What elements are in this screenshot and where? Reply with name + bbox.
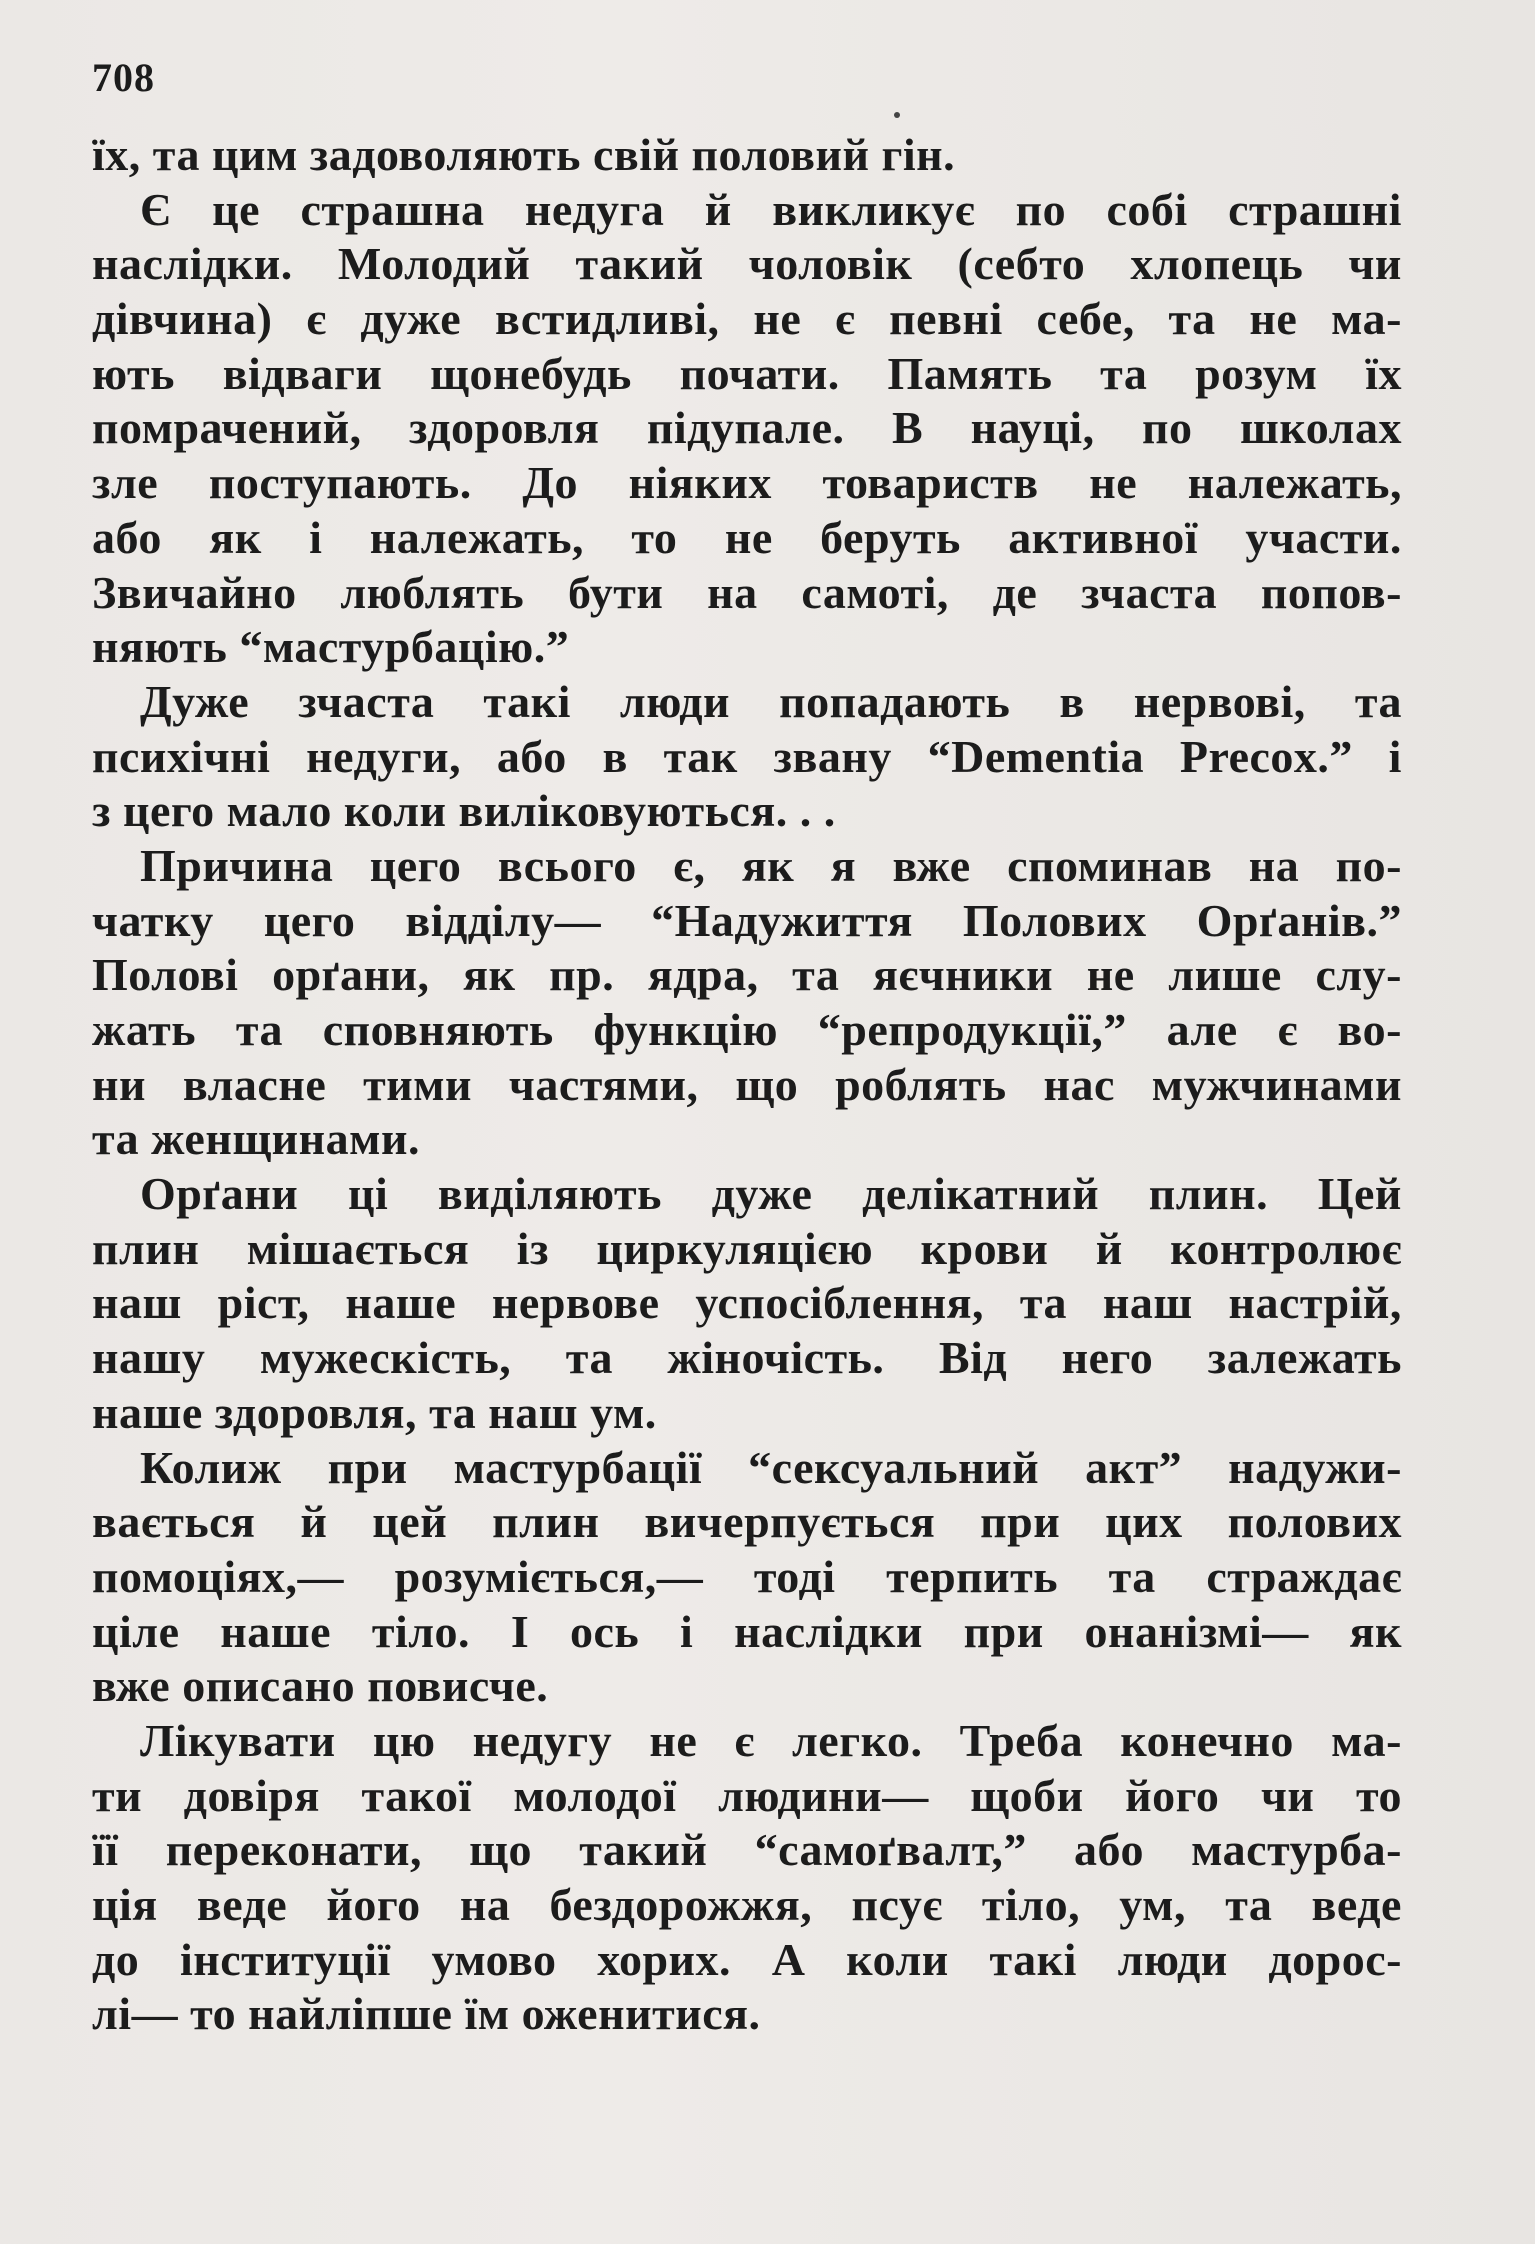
- text-line: [92, 1495, 1402, 1550]
- word: та: [1108, 1550, 1156, 1602]
- word: Лікувати: [140, 1714, 336, 1766]
- text-line: [92, 894, 1402, 949]
- word: та: [1100, 347, 1148, 399]
- word: по-: [1335, 839, 1402, 891]
- word: До: [522, 457, 579, 509]
- word: розум: [1195, 347, 1318, 399]
- word: виліковуються.: [458, 785, 800, 837]
- word: і: [680, 1605, 694, 1657]
- word: щоби: [970, 1769, 1084, 1821]
- word: собі: [1106, 183, 1188, 235]
- word: є: [306, 293, 327, 345]
- word: вається: [92, 1496, 256, 1548]
- word: Дуже: [140, 675, 250, 727]
- word: що: [735, 1058, 799, 1110]
- word: це: [212, 183, 261, 235]
- text-line: [92, 1550, 1402, 1605]
- word: не: [724, 511, 773, 563]
- word: Є: [140, 183, 172, 235]
- word: хорих.: [597, 1933, 732, 1985]
- word: люди: [619, 675, 731, 727]
- word: але: [1166, 1004, 1238, 1055]
- word: їх,: [92, 129, 153, 180]
- word: й: [1095, 1222, 1123, 1274]
- word: люди: [1117, 1933, 1228, 1985]
- text-line: [92, 1003, 1402, 1058]
- word: вже: [892, 839, 971, 891]
- word: споминав: [1007, 839, 1213, 891]
- word: ядра,: [647, 949, 759, 1001]
- word: мужчинами: [1151, 1058, 1402, 1110]
- word: нервове: [491, 1277, 660, 1329]
- word: його: [326, 1879, 421, 1930]
- word: крови: [920, 1222, 1049, 1274]
- word: чатку: [92, 894, 214, 946]
- word: псує: [851, 1879, 943, 1930]
- word: такий: [579, 1824, 708, 1876]
- word: “мастурбацію.”: [239, 621, 570, 673]
- word: онанізмі—: [1084, 1605, 1309, 1657]
- word: ум,: [1119, 1879, 1186, 1930]
- word: по: [1142, 402, 1193, 454]
- word: “Надужиття: [651, 894, 913, 946]
- word: А: [771, 1933, 806, 1985]
- word: або: [1074, 1824, 1144, 1876]
- word: Причина: [140, 839, 334, 891]
- word: описано: [182, 1660, 368, 1712]
- word: Полових: [962, 894, 1147, 946]
- word: чи: [1260, 1769, 1315, 1821]
- word: лі—: [92, 1988, 191, 2040]
- text-line: [92, 456, 1402, 511]
- word: цей: [372, 1496, 448, 1548]
- word: страшні: [1228, 183, 1402, 235]
- word: здоровля,: [214, 1386, 430, 1438]
- word: зчаста: [298, 675, 435, 727]
- text-line: [92, 1933, 1402, 1988]
- word: викликує: [772, 183, 976, 235]
- word: так: [663, 730, 738, 782]
- word: дуже: [360, 293, 462, 345]
- word: бездорожжя,: [549, 1879, 813, 1930]
- word: та: [1019, 1277, 1068, 1329]
- text-line: [92, 1441, 1402, 1496]
- word: та: [92, 1113, 152, 1165]
- word: не: [1089, 457, 1138, 509]
- word: Колиж: [140, 1441, 282, 1493]
- word: наше: [345, 1277, 457, 1329]
- word: наше: [92, 1386, 215, 1438]
- text-line: [92, 1714, 1402, 1769]
- word: няють: [92, 621, 240, 673]
- word: жіночість.: [667, 1332, 885, 1384]
- word: задоволяють: [309, 129, 593, 180]
- text-line: [92, 1823, 1402, 1878]
- word: недугу: [472, 1714, 613, 1766]
- word: ма-: [1331, 293, 1402, 345]
- word: інституції: [179, 1933, 391, 1985]
- text-line: [92, 839, 1402, 894]
- word: людини—: [718, 1769, 929, 1821]
- text-line: [92, 1987, 1402, 2042]
- word: легко.: [791, 1714, 923, 1766]
- word: себе,: [1036, 293, 1135, 345]
- word: і: [309, 511, 323, 563]
- text-line: [92, 1769, 1402, 1824]
- word: страшна: [300, 183, 485, 235]
- word: при: [327, 1441, 408, 1493]
- text-line: [92, 730, 1402, 785]
- word: поступають.: [208, 457, 472, 509]
- word: лише: [1168, 949, 1282, 1001]
- text-line: [92, 183, 1402, 238]
- word: частями,: [508, 1058, 699, 1110]
- word: всього: [497, 839, 637, 891]
- word: та: [429, 1386, 489, 1438]
- word: ють: [92, 347, 175, 399]
- word: тіло.: [371, 1605, 471, 1657]
- word: на: [707, 566, 758, 618]
- word: виділяють: [437, 1168, 662, 1220]
- word: та: [565, 1332, 613, 1384]
- word: женщинами.: [151, 1113, 421, 1165]
- word: “Dementia: [927, 730, 1145, 782]
- word: ум.: [590, 1386, 657, 1438]
- word: цим: [211, 129, 310, 180]
- word: жать: [92, 1004, 197, 1055]
- word: попов-: [1260, 566, 1402, 618]
- text-line: [92, 347, 1402, 402]
- word: то: [190, 1988, 249, 2040]
- text-line: [92, 1331, 1402, 1386]
- word: їх: [1365, 347, 1402, 399]
- word: страждає: [1206, 1550, 1402, 1602]
- word: де: [992, 566, 1038, 618]
- word: плин.: [1148, 1168, 1269, 1220]
- word: розуміється,—: [394, 1550, 704, 1602]
- word: або: [496, 730, 567, 782]
- word: Precox.”: [1179, 730, 1353, 782]
- text-line: [92, 1058, 1402, 1113]
- word: що: [469, 1824, 533, 1876]
- word: нервові,: [1133, 675, 1306, 727]
- word: .: [799, 785, 824, 837]
- word: цего: [369, 839, 462, 891]
- word: до: [92, 1933, 140, 1985]
- word: такі: [989, 1933, 1077, 1985]
- text-line: [92, 566, 1402, 621]
- word: цю: [372, 1714, 436, 1766]
- word: терпить: [886, 1550, 1059, 1602]
- word: щонебудь: [430, 347, 632, 399]
- word: Звичайно: [92, 566, 297, 618]
- word: я: [830, 839, 857, 891]
- word: та: [152, 129, 212, 180]
- word: Орґанів.”: [1196, 894, 1402, 946]
- word: коли: [846, 1933, 949, 1985]
- word: його: [1125, 1769, 1220, 1821]
- word: мастурбації: [453, 1441, 703, 1493]
- word: такий: [575, 238, 704, 290]
- word: умово: [431, 1933, 557, 1985]
- text-line: [92, 128, 1402, 183]
- word: яєчники: [872, 949, 1054, 1001]
- word: мастурба-: [1191, 1824, 1402, 1876]
- text-line: [92, 1222, 1402, 1277]
- word: ни: [92, 1058, 147, 1110]
- word: І: [510, 1605, 530, 1657]
- word: відділу—: [405, 894, 602, 946]
- page-number: 708: [92, 55, 155, 100]
- word: ріст,: [217, 1277, 310, 1329]
- word: не: [1249, 293, 1298, 345]
- word: (себто: [957, 238, 1086, 290]
- word: дівчина): [92, 293, 273, 345]
- word: участи.: [1245, 511, 1402, 563]
- word: вже: [92, 1660, 183, 1712]
- word: з: [92, 785, 123, 837]
- word: дорос-: [1268, 1933, 1402, 1985]
- word: наш: [92, 1277, 182, 1329]
- word: не: [1086, 949, 1135, 1001]
- word: В: [891, 402, 924, 454]
- word: ці: [347, 1168, 389, 1220]
- word: орґани,: [272, 949, 430, 1001]
- word: й: [300, 1496, 328, 1548]
- word: мужескість,: [259, 1332, 512, 1384]
- word: помоціях,—: [92, 1550, 345, 1602]
- word: Молодий: [337, 238, 531, 290]
- word: оженитися.: [521, 1988, 761, 2040]
- word: такі: [483, 675, 571, 727]
- word: зчаста: [1081, 566, 1218, 618]
- word: залежать: [1207, 1332, 1402, 1384]
- word: Треба: [959, 1714, 1084, 1766]
- text-line: [92, 1167, 1402, 1222]
- word: не: [649, 1714, 698, 1766]
- text-line: [92, 948, 1402, 1003]
- word: мішається: [246, 1222, 470, 1274]
- page-body-text: [92, 128, 1402, 2042]
- text-line: [92, 1605, 1402, 1660]
- word: встидливі,: [494, 293, 720, 345]
- word: як: [463, 949, 516, 1001]
- text-line: [92, 292, 1402, 347]
- text-line: [92, 1112, 1402, 1167]
- word: циркуляцією: [596, 1222, 874, 1274]
- word: цих: [1105, 1496, 1183, 1548]
- word: самоті,: [801, 566, 949, 618]
- word: веде: [196, 1879, 288, 1930]
- text-line: [92, 401, 1402, 456]
- word: ось: [570, 1605, 640, 1657]
- text-line: [92, 784, 1402, 839]
- word: “самоґвалт,”: [754, 1824, 1027, 1876]
- word: “репродукції,”: [817, 1004, 1127, 1055]
- word: Полові: [92, 949, 239, 1001]
- word: Від: [938, 1332, 1008, 1384]
- word: мало: [226, 785, 344, 837]
- word: веде: [1311, 1879, 1402, 1930]
- word: цего: [123, 785, 227, 837]
- word: школах: [1240, 402, 1402, 454]
- word: него: [1061, 1332, 1154, 1384]
- word: ма-: [1331, 1714, 1402, 1766]
- word: відваги: [222, 347, 383, 399]
- word: по: [1015, 183, 1067, 235]
- word: підупале.: [646, 402, 845, 454]
- word: во-: [1337, 1004, 1402, 1055]
- word: роблять: [835, 1058, 1007, 1110]
- word: довіря: [183, 1769, 320, 1821]
- word: дуже: [711, 1168, 813, 1220]
- word: молодої: [513, 1769, 677, 1821]
- word: в: [602, 730, 628, 782]
- word: коли: [343, 785, 459, 837]
- word: при: [963, 1605, 1044, 1657]
- word: найліпше: [248, 1988, 465, 2040]
- word: то: [1356, 1769, 1402, 1821]
- word: чоловік: [748, 238, 913, 290]
- word: такої: [361, 1769, 472, 1821]
- word: полових: [1227, 1496, 1402, 1548]
- word: їм: [464, 1988, 522, 2040]
- word: делікатний: [862, 1168, 1100, 1220]
- word: є: [734, 1714, 755, 1766]
- word: на: [459, 1879, 511, 1930]
- word: й: [704, 183, 732, 235]
- word: переконати,: [165, 1824, 422, 1876]
- word: як: [741, 839, 795, 891]
- word: не: [753, 293, 802, 345]
- word: ти: [92, 1769, 143, 1821]
- text-line: [92, 1878, 1402, 1933]
- word: при: [980, 1496, 1061, 1548]
- ink-speck: [894, 112, 900, 118]
- word: плин: [92, 1222, 200, 1274]
- word: ція: [92, 1879, 158, 1930]
- word: та: [1225, 1879, 1273, 1930]
- text-line: [92, 1659, 1402, 1714]
- word: як: [1349, 1605, 1402, 1657]
- word: Орґани: [140, 1168, 299, 1220]
- word: повисче.: [367, 1660, 549, 1712]
- word: певні: [889, 293, 1003, 345]
- text-line: [92, 1386, 1402, 1441]
- word: .: [823, 785, 836, 837]
- word: ніяких: [628, 457, 772, 509]
- word: успосіблення,: [695, 1277, 985, 1329]
- word: та: [1354, 675, 1402, 727]
- word: нашу: [92, 1332, 206, 1384]
- word: почати.: [679, 347, 840, 399]
- word: наслідки: [734, 1605, 923, 1657]
- word: слу-: [1315, 949, 1402, 1001]
- text-line: [92, 1276, 1402, 1331]
- text-line: [92, 675, 1402, 730]
- word: конечно: [1120, 1714, 1294, 1766]
- word: наш: [488, 1386, 591, 1438]
- word: є: [1277, 1004, 1298, 1055]
- word: Память: [887, 347, 1053, 399]
- word: “сексуальний: [748, 1441, 1040, 1493]
- word: є,: [673, 839, 706, 891]
- word: зле: [92, 457, 159, 509]
- word: нас: [1043, 1058, 1115, 1110]
- word: та: [235, 1004, 283, 1055]
- word: як: [209, 511, 262, 563]
- word: пр.: [549, 949, 615, 1001]
- word: акт”: [1085, 1441, 1183, 1493]
- word: із: [516, 1222, 549, 1274]
- word: сповняють: [322, 1004, 554, 1055]
- word: та: [1168, 293, 1216, 345]
- word: належать,: [1187, 457, 1402, 509]
- word: власне: [182, 1058, 327, 1110]
- word: наш: [1102, 1277, 1193, 1329]
- word: є: [835, 293, 856, 345]
- word: товариств: [822, 457, 1039, 509]
- word: попадають: [779, 675, 1011, 727]
- word: люблять: [340, 566, 525, 618]
- text-line: [92, 237, 1402, 292]
- word: надужи-: [1228, 1441, 1402, 1493]
- word: здоровля: [409, 402, 600, 454]
- word: її: [92, 1824, 119, 1876]
- word: звану: [773, 730, 892, 782]
- word: в: [1059, 675, 1085, 727]
- text-line: [92, 620, 1402, 675]
- word: тими: [363, 1058, 473, 1110]
- word: недуги,: [306, 730, 462, 782]
- word: свій: [593, 129, 692, 180]
- word: контролює: [1170, 1222, 1402, 1274]
- word: плин: [492, 1496, 600, 1548]
- word: наше: [220, 1605, 332, 1657]
- word: хлопець: [1130, 238, 1304, 290]
- word: наслідки.: [92, 238, 293, 290]
- word: Цей: [1317, 1168, 1402, 1220]
- word: належать,: [369, 511, 585, 563]
- word: чи: [1348, 238, 1402, 290]
- word: бути: [568, 566, 664, 618]
- word: цего: [263, 894, 356, 946]
- text-line: [92, 511, 1402, 566]
- word: тоді: [753, 1550, 836, 1602]
- word: тіло,: [981, 1879, 1081, 1930]
- word: функцію: [593, 1004, 779, 1055]
- word: половий: [691, 129, 882, 180]
- word: на: [1248, 839, 1300, 891]
- word: помрачений,: [92, 402, 362, 454]
- word: психічні: [92, 730, 271, 782]
- word: науці,: [970, 402, 1095, 454]
- word: вичерпується: [644, 1496, 936, 1548]
- word: недуга: [524, 183, 665, 235]
- word: гін.: [881, 129, 956, 180]
- word: і: [1388, 730, 1402, 782]
- word: настрій,: [1228, 1277, 1402, 1329]
- word: то: [631, 511, 678, 563]
- word: та: [792, 949, 840, 1001]
- word: або: [92, 511, 162, 563]
- word: активної: [1008, 511, 1199, 563]
- word: беруть: [820, 511, 961, 563]
- word: ціле: [92, 1605, 180, 1657]
